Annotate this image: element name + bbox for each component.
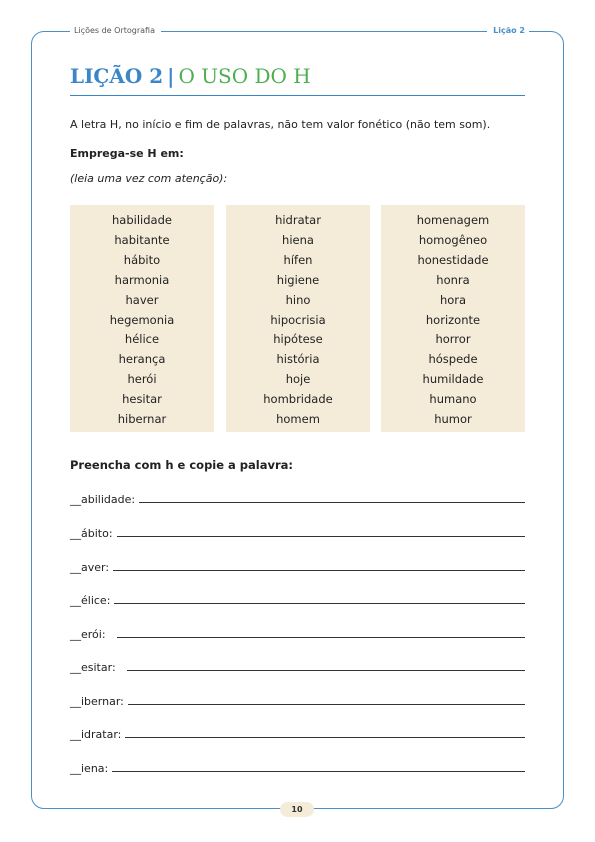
lesson-number: LIÇÃO 2 xyxy=(70,64,164,88)
word-item: hábito xyxy=(123,252,161,267)
answer-line[interactable] xyxy=(117,535,525,537)
word-item: hombridade xyxy=(263,392,333,407)
word-item: humano xyxy=(429,392,477,407)
header-book-title: Lições de Ortografia xyxy=(70,26,161,35)
word-item: hesitar xyxy=(122,392,162,407)
word-item: humildade xyxy=(422,372,484,387)
exercise-row[interactable] xyxy=(70,591,525,607)
word-item: hipocrisia xyxy=(270,312,326,327)
word-item: hiena xyxy=(282,232,314,247)
word-item: hidratar xyxy=(275,213,321,227)
title-separator: | xyxy=(167,64,175,88)
word-item: horizonte xyxy=(425,312,481,327)
answer-line[interactable] xyxy=(125,736,525,738)
word-item: horror xyxy=(435,332,471,347)
word-item: hora xyxy=(439,292,467,307)
word-item: história xyxy=(276,352,320,367)
answer-line[interactable] xyxy=(114,602,525,604)
word-item: hoje xyxy=(285,372,311,387)
answer-line[interactable] xyxy=(139,501,525,503)
word-item: hegemonia xyxy=(109,312,175,327)
word-item: hóspede xyxy=(428,352,478,367)
exercise-label: __ábito: xyxy=(70,527,113,540)
word-column-2 xyxy=(226,205,370,432)
answer-line[interactable] xyxy=(128,703,525,705)
word-item: habitante xyxy=(114,232,170,247)
exercise-row[interactable] xyxy=(70,692,525,708)
word-item: hino xyxy=(285,292,311,307)
intro-instruction: (leia uma vez com atenção): xyxy=(70,172,228,185)
word-item: hipótese xyxy=(273,332,323,347)
exercise-title: Preencha com h e copie a palavra: xyxy=(70,458,294,472)
exercise-label: __erói: xyxy=(70,628,113,641)
exercise-label: __aver: xyxy=(70,561,110,574)
exercise-row[interactable] xyxy=(70,725,525,741)
word-item: honra xyxy=(436,272,470,287)
exercise-row[interactable] xyxy=(70,759,525,775)
intro-heading: Emprega-se H em: xyxy=(70,147,184,160)
word-item: herói xyxy=(127,372,157,387)
exercise-label: __ibernar: xyxy=(70,695,124,708)
answer-line[interactable] xyxy=(113,569,525,571)
exercise-label: __idratar: xyxy=(70,728,122,741)
word-item: homenagem xyxy=(416,213,490,227)
word-column-1 xyxy=(70,205,214,432)
exercise-label: __esitar: xyxy=(70,661,123,674)
word-item: honestidade xyxy=(417,252,489,267)
exercise-row[interactable] xyxy=(70,658,525,674)
word-item: hélice xyxy=(124,332,160,347)
lesson-topic: O USO DO H xyxy=(178,64,311,88)
word-item: harmonia xyxy=(114,272,170,287)
exercise-label: __abilidade: xyxy=(70,493,136,506)
answer-line[interactable] xyxy=(112,770,525,772)
word-item: homem xyxy=(276,412,320,427)
exercise-label: __élice: xyxy=(70,594,111,607)
page-title xyxy=(70,64,311,88)
answer-line[interactable] xyxy=(127,669,525,671)
word-item: herança xyxy=(118,352,166,367)
word-item: hífen xyxy=(283,252,313,267)
page-number: 10 xyxy=(280,802,314,817)
word-item: haver xyxy=(125,292,159,307)
exercise-row[interactable] xyxy=(70,625,525,641)
exercise-label: __iena: xyxy=(70,762,109,775)
exercise-row[interactable] xyxy=(70,524,525,540)
word-column-3 xyxy=(381,205,525,432)
answer-line[interactable] xyxy=(117,636,525,638)
exercise-row[interactable] xyxy=(70,490,525,506)
word-item: humor xyxy=(434,412,472,427)
title-underline xyxy=(70,95,525,96)
intro-text: A letra H, no início e fim de palavras, não tem valor fonético (não tem som). xyxy=(70,118,491,131)
exercise-row[interactable] xyxy=(70,558,525,574)
word-item: habilidade xyxy=(112,213,172,227)
header-lesson-label: Lição 2 xyxy=(487,26,529,35)
word-item: hibernar xyxy=(117,412,167,427)
word-item: homogêneo xyxy=(418,232,488,247)
word-item: higiene xyxy=(276,272,320,287)
